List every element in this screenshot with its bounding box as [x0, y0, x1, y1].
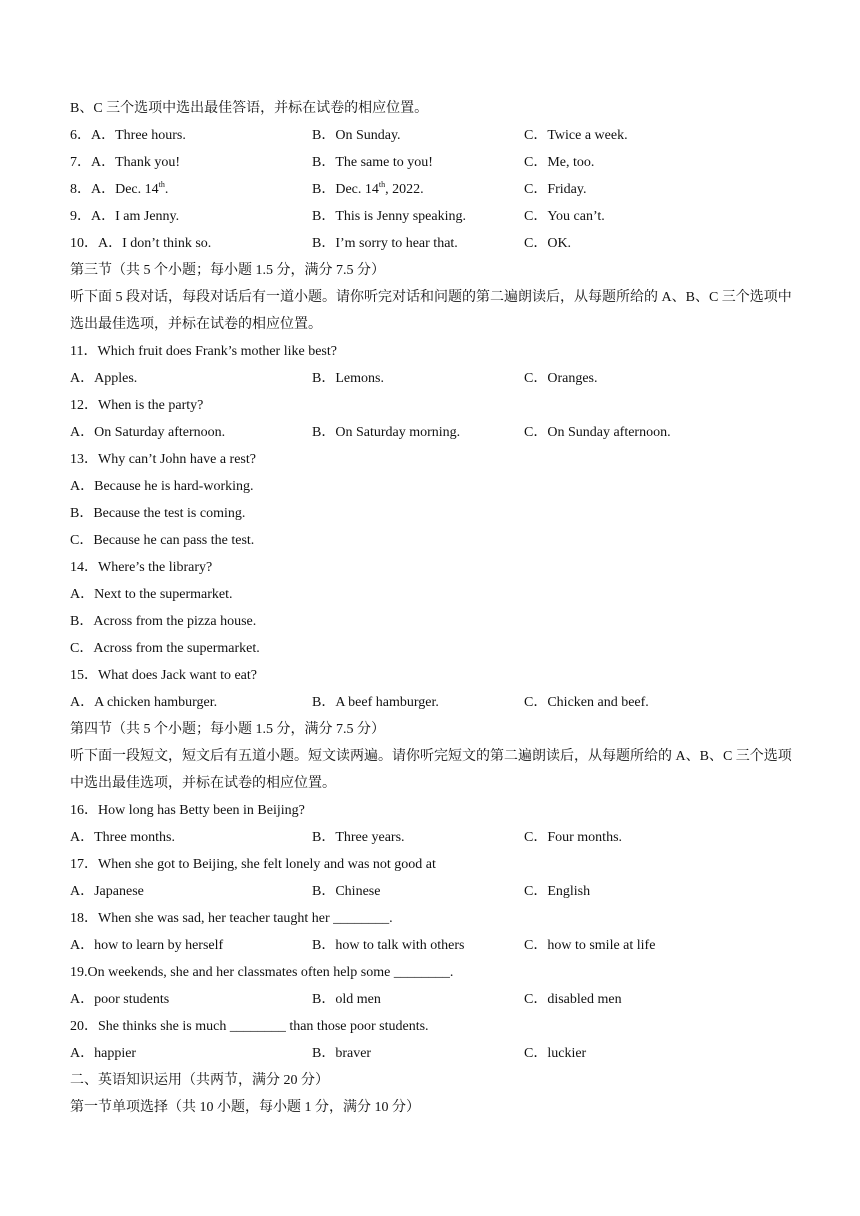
- option-a: A．Apples.: [70, 371, 138, 386]
- question-18-stem: 18．When she was sad, her teacher taught her ________.: [70, 911, 393, 926]
- option-a: 8．A．Dec. 14th.: [70, 180, 169, 197]
- option-c: C．You can’t.: [524, 209, 605, 224]
- option-a: 7．A．Thank you!: [70, 155, 181, 170]
- option-b: B．old men: [312, 992, 381, 1007]
- option-a: A．Because he is hard-working.: [70, 479, 254, 494]
- question-16-options: [70, 824, 800, 851]
- section-4-instructions: 听下面一段短文，短文后有五道小题。短文读两遍。请你听完短文的第二遍朗读后，从每题所给的 A、B、C 三个选项中选出最佳选项，并标在试卷的相应位置。: [70, 749, 792, 791]
- question-16-stem: 16．How long has Betty been in Beijing?: [70, 803, 305, 818]
- option-a: 6．A．Three hours.: [70, 128, 186, 143]
- option-c: C．On Sunday afternoon.: [524, 425, 671, 440]
- option-b: B．The same to you!: [312, 155, 433, 170]
- question-12-options: [70, 419, 800, 446]
- question-17-stem: 17．When she got to Beijing, she felt lonely and was not good at: [70, 857, 436, 872]
- option-c: C．Twice a week.: [524, 128, 628, 143]
- option-c: C．English: [524, 884, 591, 899]
- option-c: C．disabled men: [524, 992, 622, 1007]
- question-18-options: [70, 932, 800, 959]
- option-a: 10．A．I don’t think so.: [70, 236, 212, 251]
- option-b: B．On Sunday.: [312, 128, 401, 143]
- option-b: B．Across from the pizza house.: [70, 614, 257, 629]
- option-c: C．OK.: [524, 236, 572, 251]
- question-13-stem: 13．Why can’t John have a rest?: [70, 452, 256, 467]
- section-4-heading: 第四节（共 5 个小题；每小题 1.5 分，满分 7.5 分）: [70, 722, 385, 737]
- option-a: A．A chicken hamburger.: [70, 695, 218, 710]
- question-17-options: [70, 878, 800, 905]
- option-a: A．Next to the supermarket.: [70, 587, 233, 602]
- option-b: B．Because the test is coming.: [70, 506, 246, 521]
- question-14-stem: 14．Where’s the library?: [70, 560, 213, 575]
- option-c: C．luckier: [524, 1046, 587, 1061]
- question-12-stem: 12．When is the party?: [70, 398, 204, 413]
- option-c: C．Four months.: [524, 830, 623, 845]
- question-19-stem: 19.On weekends, she and her classmates often help some ________.: [70, 965, 454, 980]
- option-b: B．braver: [312, 1046, 372, 1061]
- section-3-instructions: 听下面 5 段对话，每段对话后有一道小题。请你听完对话和问题的第二遍朗读后，从每题所给的 A、B、C 三个选项中选出最佳选项，并标在试卷的相应位置。: [70, 290, 792, 332]
- option-b: B．Chinese: [312, 884, 381, 899]
- option-b: B．Dec. 14th, 2022.: [312, 180, 424, 197]
- question-15-stem: 15．What does Jack want to eat?: [70, 668, 257, 683]
- question-8: [70, 176, 800, 203]
- part-2-heading: 二、英语知识运用（共两节，满分 20 分）: [70, 1073, 329, 1088]
- part-2-section-1-heading: 第一节单项选择（共 10 小题，每小题 1 分，满分 10 分）: [70, 1100, 420, 1115]
- option-b: B．On Saturday morning.: [312, 425, 461, 440]
- option-b: B．A beef hamburger.: [312, 695, 439, 710]
- option-c: C．how to smile at life: [524, 938, 656, 953]
- question-6: [70, 122, 800, 149]
- option-b: B．I’m sorry to hear that.: [312, 236, 458, 251]
- question-19-options: [70, 986, 800, 1013]
- question-20-stem: 20．She thinks she is much ________ than those poor students.: [70, 1019, 429, 1034]
- option-a: A．poor students: [70, 992, 170, 1007]
- option-a: A．Japanese: [70, 884, 144, 899]
- option-b: B．Lemons.: [312, 371, 384, 386]
- option-a: 9．A．I am Jenny.: [70, 209, 180, 224]
- option-c: C．Across from the supermarket.: [70, 641, 260, 656]
- question-11-stem: 11．Which fruit does Frank’s mother like best?: [70, 344, 337, 359]
- option-b: B．Three years.: [312, 830, 405, 845]
- option-a: A．happier: [70, 1046, 137, 1061]
- option-c: C．Friday.: [524, 182, 587, 197]
- option-c: C．Oranges.: [524, 371, 598, 386]
- question-15-options: [70, 689, 800, 716]
- question-11-options: [70, 365, 800, 392]
- option-b: B．how to talk with others: [312, 938, 465, 953]
- section-3-heading: 第三节（共 5 个小题；每小题 1.5 分，满分 7.5 分）: [70, 263, 385, 278]
- question-20-options: [70, 1040, 800, 1067]
- instructions-continued: B、C 三个选项中选出最佳答语，并标在试卷的相应位置。: [70, 101, 429, 116]
- question-7: [70, 149, 800, 176]
- question-9: [70, 203, 800, 230]
- option-c: C．Because he can pass the test.: [70, 533, 255, 548]
- option-a: A．how to learn by herself: [70, 938, 224, 953]
- option-a: A．On Saturday afternoon.: [70, 425, 226, 440]
- option-b: B．This is Jenny speaking.: [312, 209, 466, 224]
- option-c: C．Me, too.: [524, 155, 595, 170]
- option-a: A．Three months.: [70, 830, 175, 845]
- question-10: [70, 230, 800, 257]
- option-c: C．Chicken and beef.: [524, 695, 649, 710]
